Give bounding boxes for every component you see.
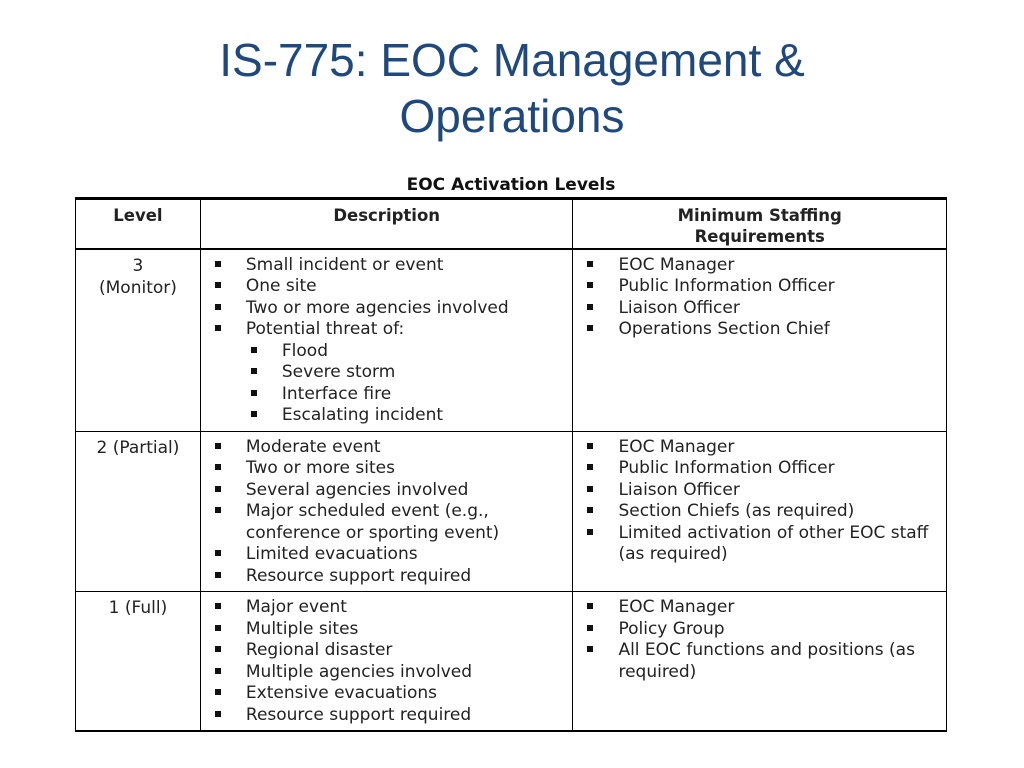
activation-levels-table — [75, 197, 947, 732]
bullet-icon — [587, 458, 593, 480]
level-cell — [76, 249, 201, 432]
list-item: Moderate event — [201, 437, 573, 459]
list-item: Potential threat of: — [201, 319, 573, 341]
bullet-icon — [587, 597, 593, 619]
header-level: Level — [76, 199, 201, 249]
bullet-icon — [215, 640, 221, 662]
list-item: EOC Manager — [573, 255, 946, 277]
bullet-icon — [215, 705, 221, 727]
staffing-list — [573, 432, 946, 570]
list-item: Limited evacuations — [201, 544, 573, 566]
bullet-icon — [587, 619, 593, 641]
table-row — [76, 431, 947, 592]
list-item: Public Information Officer — [573, 276, 946, 298]
list-item: Section Chiefs (as required) — [573, 501, 946, 523]
list-item: Multiple agencies involved — [201, 662, 573, 684]
sub-list-item: Escalating incident — [201, 405, 573, 427]
slide-title-line-1: IS-775: EOC Management & — [219, 34, 805, 86]
header-staffing — [573, 199, 947, 249]
bullet-icon — [215, 501, 221, 523]
bullet-icon — [587, 480, 593, 502]
bullet-icon — [215, 276, 221, 298]
bullet-icon — [587, 319, 593, 341]
level-type: (Monitor) — [99, 277, 177, 298]
bullet-icon — [587, 437, 593, 459]
staffing-cell — [573, 249, 947, 432]
list-item: Several agencies involved — [201, 480, 573, 502]
level-label: 1 (Full) — [108, 598, 168, 618]
bullet-icon — [215, 619, 221, 641]
slide-title — [0, 32, 1024, 144]
bullet-icon — [215, 319, 221, 341]
table-caption: EOC Activation Levels — [406, 175, 616, 195]
description-list — [201, 250, 573, 431]
list-item: Liaison Officer — [573, 298, 946, 320]
header-staffing-line-2: Requirements — [694, 227, 825, 246]
slide-title-line-2: Operations — [399, 90, 625, 142]
bullet-icon — [587, 523, 593, 545]
list-item: EOC Manager — [573, 437, 946, 459]
level-cell — [76, 431, 201, 592]
list-item: Liaison Officer — [573, 480, 946, 502]
list-item: EOC Manager — [573, 597, 946, 619]
bullet-icon — [215, 458, 221, 480]
header-description: Description — [200, 199, 573, 249]
bullet-icon — [587, 276, 593, 298]
staffing-list — [573, 592, 946, 687]
bullet-icon — [587, 501, 593, 523]
bullet-icon — [251, 362, 257, 384]
bullet-icon — [215, 480, 221, 502]
description-list — [201, 592, 573, 730]
level-number: 3 — [132, 255, 144, 276]
staffing-list — [573, 250, 946, 345]
list-item: Two or more sites — [201, 458, 573, 480]
bullet-icon — [215, 544, 221, 566]
bullet-icon — [251, 341, 257, 363]
list-item: Limited activation of other EOC staff (as required) — [573, 523, 946, 566]
bullet-icon — [215, 437, 221, 459]
level-cell — [76, 592, 201, 732]
list-item: Extensive evacuations — [201, 683, 573, 705]
bullet-icon — [587, 298, 593, 320]
bullet-icon — [215, 683, 221, 705]
staffing-cell — [573, 431, 947, 592]
bullet-icon — [215, 662, 221, 684]
table-row — [76, 592, 947, 732]
bullet-icon — [587, 640, 593, 662]
list-item: Two or more agencies involved — [201, 298, 573, 320]
bullet-icon — [587, 255, 593, 277]
sub-list-item: Severe storm — [201, 362, 573, 384]
sub-list-item: Interface fire — [201, 384, 573, 406]
list-item: One site — [201, 276, 573, 298]
staffing-cell — [573, 592, 947, 732]
bullet-icon — [215, 597, 221, 619]
table-row — [76, 249, 947, 432]
description-cell — [200, 592, 573, 732]
description-cell — [200, 249, 573, 432]
description-list — [201, 432, 573, 592]
description-cell — [200, 431, 573, 592]
bullet-icon — [215, 255, 221, 277]
list-item: Major scheduled event (e.g., conference or sporting event) — [201, 501, 573, 544]
bullet-icon — [215, 566, 221, 588]
list-item: Public Information Officer — [573, 458, 946, 480]
list-item: Multiple sites — [201, 619, 573, 641]
list-item: Resource support required — [201, 705, 573, 727]
list-item: Operations Section Chief — [573, 319, 946, 341]
list-item: Major event — [201, 597, 573, 619]
list-item: Regional disaster — [201, 640, 573, 662]
list-item: Resource support required — [201, 566, 573, 588]
list-item: Small incident or event — [201, 255, 573, 277]
header-staffing-line-1: Minimum Staffing — [677, 206, 842, 225]
bullet-icon — [215, 298, 221, 320]
level-label: 2 (Partial) — [96, 437, 180, 458]
bullet-icon — [251, 405, 257, 427]
bullet-icon — [251, 384, 257, 406]
list-item: Policy Group — [573, 619, 946, 641]
table-header-row — [76, 199, 947, 249]
list-item: All EOC functions and positions (as required) — [573, 640, 946, 683]
sub-list-item: Flood — [201, 341, 573, 363]
